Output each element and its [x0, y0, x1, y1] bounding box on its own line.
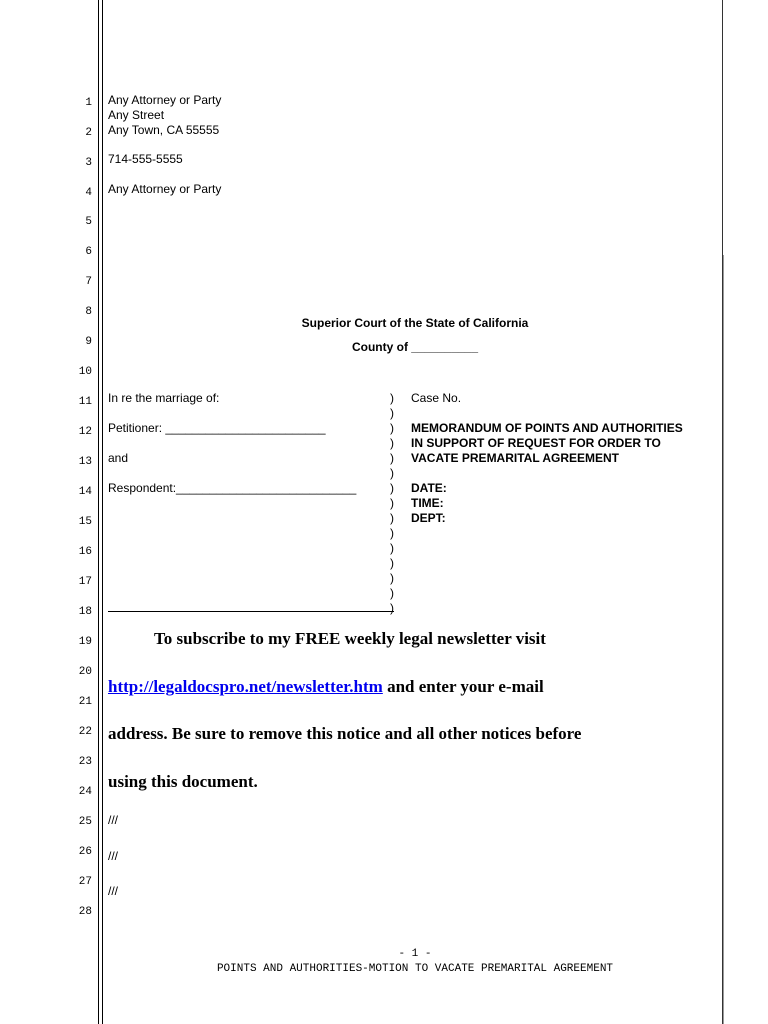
hearing-time-label: TIME: [411, 496, 444, 510]
caption-paren: ) [390, 481, 394, 495]
continuation-slashes: /// [108, 884, 119, 898]
left-margin-rule [98, 0, 99, 1024]
line-number: 28 [78, 906, 92, 918]
line-number: 17 [78, 576, 92, 588]
right-margin-rule-shadow [723, 255, 724, 1024]
line-number: 18 [78, 606, 92, 618]
line-number: 9 [85, 336, 92, 348]
line-number: 23 [78, 756, 92, 768]
line-number: 19 [78, 636, 92, 648]
court-county: County of __________ [351, 340, 479, 354]
line-number: 26 [78, 846, 92, 858]
caption-paren: ) [390, 586, 394, 600]
notice-line3: address. Be sure to remove this notice and all other notices before [108, 724, 582, 743]
left-margin-rule-inner [102, 0, 103, 1024]
attorney-street: Any Street [108, 108, 165, 122]
hearing-dept-label: DEPT: [411, 511, 446, 525]
caption-paren: ) [390, 436, 394, 450]
line-number: 14 [78, 486, 92, 498]
caption-paren: ) [390, 466, 394, 480]
document-title-line1: MEMORANDUM OF POINTS AND AUTHORITIES [411, 421, 683, 435]
document-title-line2: IN SUPPORT OF REQUEST FOR ORDER TO [411, 436, 661, 450]
caption-paren: ) [390, 556, 394, 570]
document-title-line3: VACATE PREMARITAL AGREEMENT [411, 451, 620, 465]
notice-line2-rest: and enter your e-mail [382, 677, 544, 696]
line-number: 8 [85, 306, 92, 318]
caption-paren: ) [390, 526, 394, 540]
line-number: 15 [78, 516, 92, 528]
in-re-marriage: In re the marriage of: [108, 391, 220, 405]
line-number: 24 [78, 786, 92, 798]
line-number: 12 [78, 426, 92, 438]
notice-line2 [108, 677, 544, 697]
and-label: and [108, 451, 129, 465]
line-number: 20 [78, 666, 92, 678]
caption-paren: ) [390, 571, 394, 585]
hearing-date-label: DATE: [411, 481, 447, 495]
line-number: 2 [85, 127, 92, 139]
caption-paren: ) [390, 496, 394, 510]
footer-page-number: - 1 - [398, 948, 432, 960]
continuation-slashes: /// [108, 813, 119, 827]
line-number: 1 [85, 97, 92, 109]
line-number: 10 [78, 366, 92, 378]
caption-paren: ) [390, 421, 394, 435]
line-number: 13 [78, 456, 92, 468]
line-number: 22 [78, 726, 92, 738]
caption-paren: ) [390, 451, 394, 465]
caption-paren: ) [390, 406, 394, 420]
notice-line4: using this document. [108, 772, 258, 791]
newsletter-link[interactable]: http://legaldocspro.net/newsletter.htm [108, 677, 383, 696]
continuation-slashes: /// [108, 849, 119, 863]
line-number: 11 [78, 396, 92, 408]
case-number-label: Case No. [411, 391, 462, 405]
caption-paren: ) [390, 541, 394, 555]
respondent-line: Respondent:___________________________ [108, 481, 357, 495]
attorney-city: Any Town, CA 55555 [108, 123, 220, 137]
caption-paren: ) [390, 511, 394, 525]
line-number: 6 [85, 246, 92, 258]
line-number: 4 [85, 187, 92, 199]
line-number: 7 [85, 276, 92, 288]
line-number: 5 [85, 216, 92, 228]
line-number: 21 [78, 696, 92, 708]
caption-paren: ) [390, 601, 394, 615]
caption-paren: ) [390, 391, 394, 405]
line-number: 27 [78, 876, 92, 888]
notice-line1: To subscribe to my FREE weekly legal newsletter visit [154, 629, 546, 648]
line-number: 25 [78, 816, 92, 828]
line-number: 16 [78, 546, 92, 558]
petitioner-line: Petitioner: ________________________ [108, 421, 326, 435]
court-name: Superior Court of the State of California [301, 316, 529, 330]
attorney-phone: 714-555-5555 [108, 152, 183, 166]
footer-title: POINTS AND AUTHORITIES-MOTION TO VACATE PREMARITAL AGREEMENT [216, 963, 614, 975]
attorney-for: Any Attorney or Party [108, 182, 222, 196]
attorney-name: Any Attorney or Party [108, 93, 222, 107]
line-number: 3 [85, 157, 92, 169]
